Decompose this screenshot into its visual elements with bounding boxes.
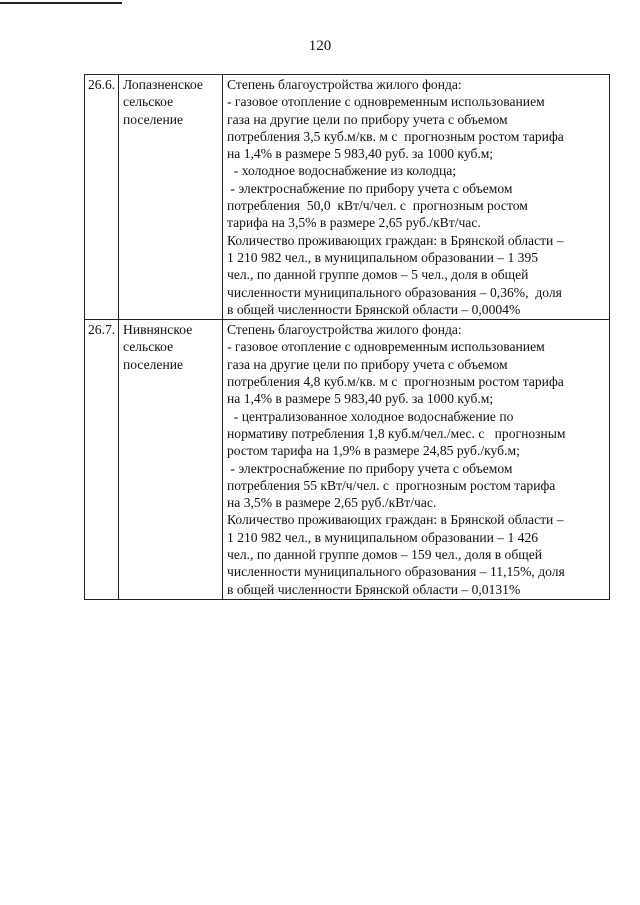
settlement-name-line: поселение xyxy=(123,356,184,372)
description-line: - холодное водоснабжение из колодца; xyxy=(227,163,457,179)
page-number: 120 xyxy=(308,38,332,54)
description-line: чел., по данной группе домов – 159 чел., доля в общей xyxy=(227,547,543,563)
description-line: газа на другие цели по прибору учета с объемом xyxy=(227,111,508,127)
settlement-name-line: Нивнянское xyxy=(123,322,193,338)
description-line: в общей численности Брянской области – 0,0131% xyxy=(227,581,521,597)
description-line: на 3,5% в размере 2,65 руб./кВт/час. xyxy=(227,495,437,511)
description-line: Степень благоустройства жилого фонда: xyxy=(227,322,462,338)
description-line: - газовое отопление с одновременным использованием xyxy=(227,94,545,110)
description-line: Степень благоустройства жилого фонда: xyxy=(227,77,462,92)
description-line: на 1,4% в размере 5 983,40 руб. за 1000 куб.м; xyxy=(227,391,494,407)
description-line: потребления 50,0 кВт/ч/чел. с прогнозным ростом xyxy=(227,198,528,214)
row-number: 26.7. xyxy=(85,320,119,600)
top-rule xyxy=(0,2,122,4)
table-body xyxy=(85,75,610,600)
description-line: численности муниципального образования – 11,15%, доля xyxy=(227,564,565,580)
description-line: - электроснабжение по прибору учета с объемом xyxy=(227,460,513,476)
settlement-name-line: сельское xyxy=(123,94,174,110)
table-row xyxy=(85,320,610,600)
description-line: 1 210 982 чел., в муниципальном образовании – 1 395 xyxy=(227,249,539,265)
description-line: потребления 3,5 куб.м/кв. м с прогнозным ростом тарифа xyxy=(227,128,564,144)
settlement-name xyxy=(119,75,223,320)
settlement-name-line: сельское xyxy=(123,339,174,355)
data-table xyxy=(84,74,610,600)
description-line: - централизованное холодное водоснабжение по xyxy=(227,408,514,424)
description-line: потребления 55 кВт/ч/чел. с прогнозным ростом тарифа xyxy=(227,477,556,493)
description-line: тарифа на 3,5% в размере 2,65 руб./кВт/час. xyxy=(227,215,481,231)
settlement-name-line: поселение xyxy=(123,111,184,127)
description-line: - газовое отопление с одновременным использованием xyxy=(227,339,545,355)
description-line: ростом тарифа на 1,9% в размере 24,85 руб./куб.м; xyxy=(227,443,520,459)
row-number: 26.6. xyxy=(85,75,119,320)
description-line: в общей численности Брянской области – 0,0004% xyxy=(227,301,521,317)
settlement-name-line: Лопазненское xyxy=(123,77,203,92)
description-line: газа на другие цели по прибору учета с объемом xyxy=(227,356,508,372)
description-line: чел., по данной группе домов – 5 чел., доля в общей xyxy=(227,267,529,283)
description-line: численности муниципального образования – 0,36%, доля xyxy=(227,284,562,300)
description-line: 1 210 982 чел., в муниципальном образовании – 1 426 xyxy=(227,529,539,545)
description-line: Количество проживающих граждан: в Брянской области – xyxy=(227,512,564,528)
description-line: нормативу потребления 1,8 куб.м/чел./мес. с прогнозным xyxy=(227,425,566,441)
description-line: Количество проживающих граждан: в Брянской области – xyxy=(227,232,564,248)
table-row xyxy=(85,75,610,320)
description-line: потребления 4,8 куб.м/кв. м с прогнозным ростом тарифа xyxy=(227,374,564,390)
description xyxy=(223,320,610,600)
description-line: - электроснабжение по прибору учета с объемом xyxy=(227,180,513,196)
settlement-name xyxy=(119,320,223,600)
description xyxy=(223,75,610,320)
description-line: на 1,4% в размере 5 983,40 руб. за 1000 куб.м; xyxy=(227,146,494,162)
